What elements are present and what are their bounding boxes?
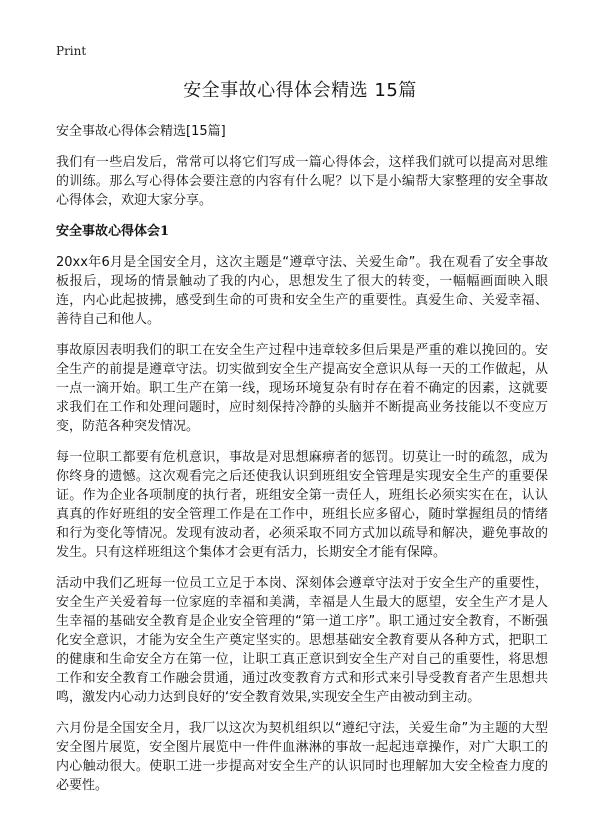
print-link[interactable]: Print [56, 44, 87, 58]
section-heading: 安全事故心得体会1 [56, 224, 170, 239]
page-title: 安全事故心得体会精选 15篇 [183, 80, 417, 101]
intro-paragraph: 我们有一些启发后，常常可以将它们写成一篇心得体会，这样我们就可以提高对思维的训练。那么写心得体会要注意的内容有什么呢？以下是小编帮大家整理的安全事故心得体会，欢迎大家分享。 [56, 155, 548, 208]
body-paragraph: 20xx年6月是全国安全月，这次主题是“遵章守法、关爱生命”。我在观看了安全事故板报后，现场的情景触动了我的内心，思想发生了很大的转变，一幅幅画面映入眼连，内心此起披拂，感受到生命的可贵和安全生产的重要性。真爱生命、关爱幸福、善待自己和他人。 [56, 255, 548, 327]
article-body [56, 122, 548, 807]
body-paragraph: 事故原因表明我们的职工在安全生产过程中违章较多但后果是严重的难以挽回的。安全生产的前提是遵章守法。切实做到安全生产提高安全意识从每一天的工作做起，从一点一滴开始。职工生产在第一线，现场环境复杂有时存在着不确定的因素，这就要求我们在工作和处理问题时，应时刻保持冷静的头脑并不断提高业务技能以不变应万变，防范各种突发情况。 [56, 343, 548, 434]
body-paragraph: 六月份是全国安全月，我厂以这次为契机组织以“遵纪守法，关爱生命”为主题的大型安全图片展览，安全图片展览中一件件血淋淋的事故一起起违章操作，对广大职工的内心触动很大。使职工进一步提高对安全生产的认识同时也理解加大安全检查力度的必要性。 [56, 721, 548, 793]
body-paragraph: 每一位职工都要有危机意识，事故是对思想麻痹者的惩罚。切莫让一时的疏忽，成为你终身的遗憾。这次观看完之后还使我认识到班组安全管理是实现安全生产的重要保证。作为企业各项制度的执行者，班组安全第一责任人，班组长必须实实在在，认认真真的作好班组的安全管理工作是在工作中，班组长应多留心，随时掌握组员的情绪和行为变化等情况。发现有波动者，必须采取不同方式加以疏导和解决，避免事故的发生。只有这样班组这个集体才会更有活力，长期安全才能有保障。 [56, 450, 548, 560]
body-paragraph: 活动中我们乙班每一位员工立足于本岗、深刻体会遵章守法对于安全生产的重要性，安全生产关爱着每一位家庭的幸福和美满，幸福是人生最大的愿望，安全生产才是人生幸福的基础安全教育是企业安全管理的“第一道工序”。职工通过安全教育，不断强化安全意识，才能为安全生产奠定坚实的。思想基础安全教育要从各种方式，把职工的健康和生命安全方在第一位，让职工真正意识到安全生产对自己的重要性，将思想工作和安全教育工作融会贯通，通过改变教育方式和形式来引导受教育者产生思想共鸣，激发内心动力达到良好的‘安全教育效果,实现安全生产由被动到主动。 [56, 576, 548, 705]
article-subtitle: 安全事故心得体会精选[15篇] [56, 124, 226, 139]
